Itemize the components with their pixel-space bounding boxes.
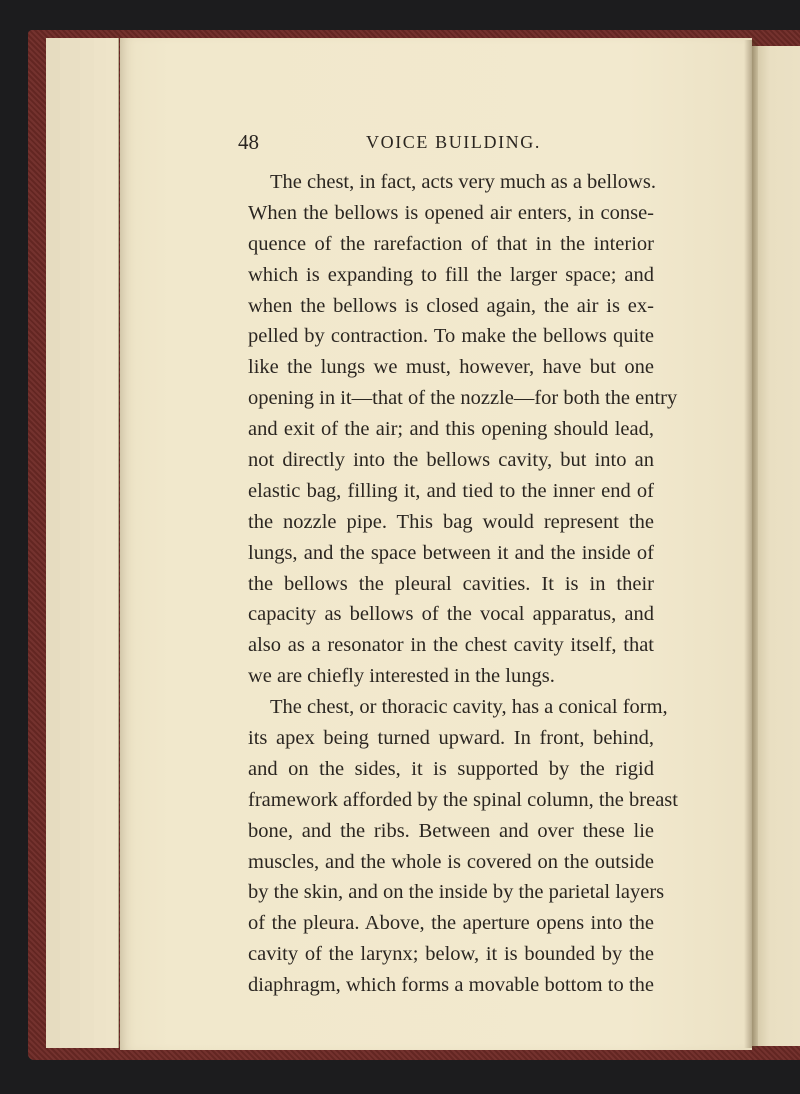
page-edge-5 <box>106 38 119 1048</box>
running-head: VOICE BUILDING. <box>366 132 541 152</box>
text-line: the bellows the pleural cavities. It is in their <box>248 572 654 595</box>
text-line: muscles, and the whole is covered on the outside <box>248 850 654 873</box>
text-line: The chest, or thoracic cavity, has a conical form, <box>270 696 668 719</box>
text-line: also as a resonator in the chest cavity itself, that <box>248 634 654 657</box>
text-line: pelled by contraction. To make the bellows quite <box>248 325 654 348</box>
text-line: like the lungs we must, however, have but one <box>248 356 654 379</box>
body-text <box>248 167 678 1001</box>
text-line: When the bellows is opened air enters, in conse- <box>248 201 654 224</box>
page-number: 48 <box>238 130 259 154</box>
text-line: which is expanding to fill the larger space; and <box>248 263 654 286</box>
text-line: diaphragm, which forms a movable bottom to the <box>248 974 654 997</box>
text-line: when the bellows is closed again, the air is ex- <box>248 294 654 317</box>
text-line: the nozzle pipe. This bag would represent the <box>248 510 654 533</box>
text-line: and exit of the air; and this opening should lead, <box>248 418 654 441</box>
gutter-shadow <box>744 40 758 1048</box>
text-line: bone, and the ribs. Between and over these lie <box>248 819 654 842</box>
text-line: capacity as bellows of the vocal apparatus, and <box>248 603 654 626</box>
text-line: opening in it—that of the nozzle—for both the entry <box>248 387 678 410</box>
text-line: we are chiefly interested in the lungs. <box>248 665 555 688</box>
facing-page <box>752 46 800 1046</box>
text-line: The chest, in fact, acts very much as a bellows. <box>270 171 656 193</box>
text-line: framework afforded by the spinal column, the breast <box>248 788 678 811</box>
text-line: lungs, and the space between it and the inside of <box>248 541 654 564</box>
text-line: by the skin, and on the inside by the parietal layers <box>248 881 665 904</box>
text-line: elastic bag, filling it, and tied to the inner end of <box>248 479 654 502</box>
text-line: its apex being turned upward. In front, behind, <box>248 727 654 750</box>
text-line: and on the sides, it is supported by the rigid <box>248 757 654 780</box>
text-line: of the pleura. Above, the aperture opens into the <box>248 912 654 935</box>
text-line: quence of the rarefaction of that in the interior <box>248 232 654 255</box>
text-line: not directly into the bellows cavity, but into an <box>248 449 654 472</box>
text-line: cavity of the larynx; below, it is bounded by the <box>248 943 654 966</box>
page-header <box>238 126 750 160</box>
